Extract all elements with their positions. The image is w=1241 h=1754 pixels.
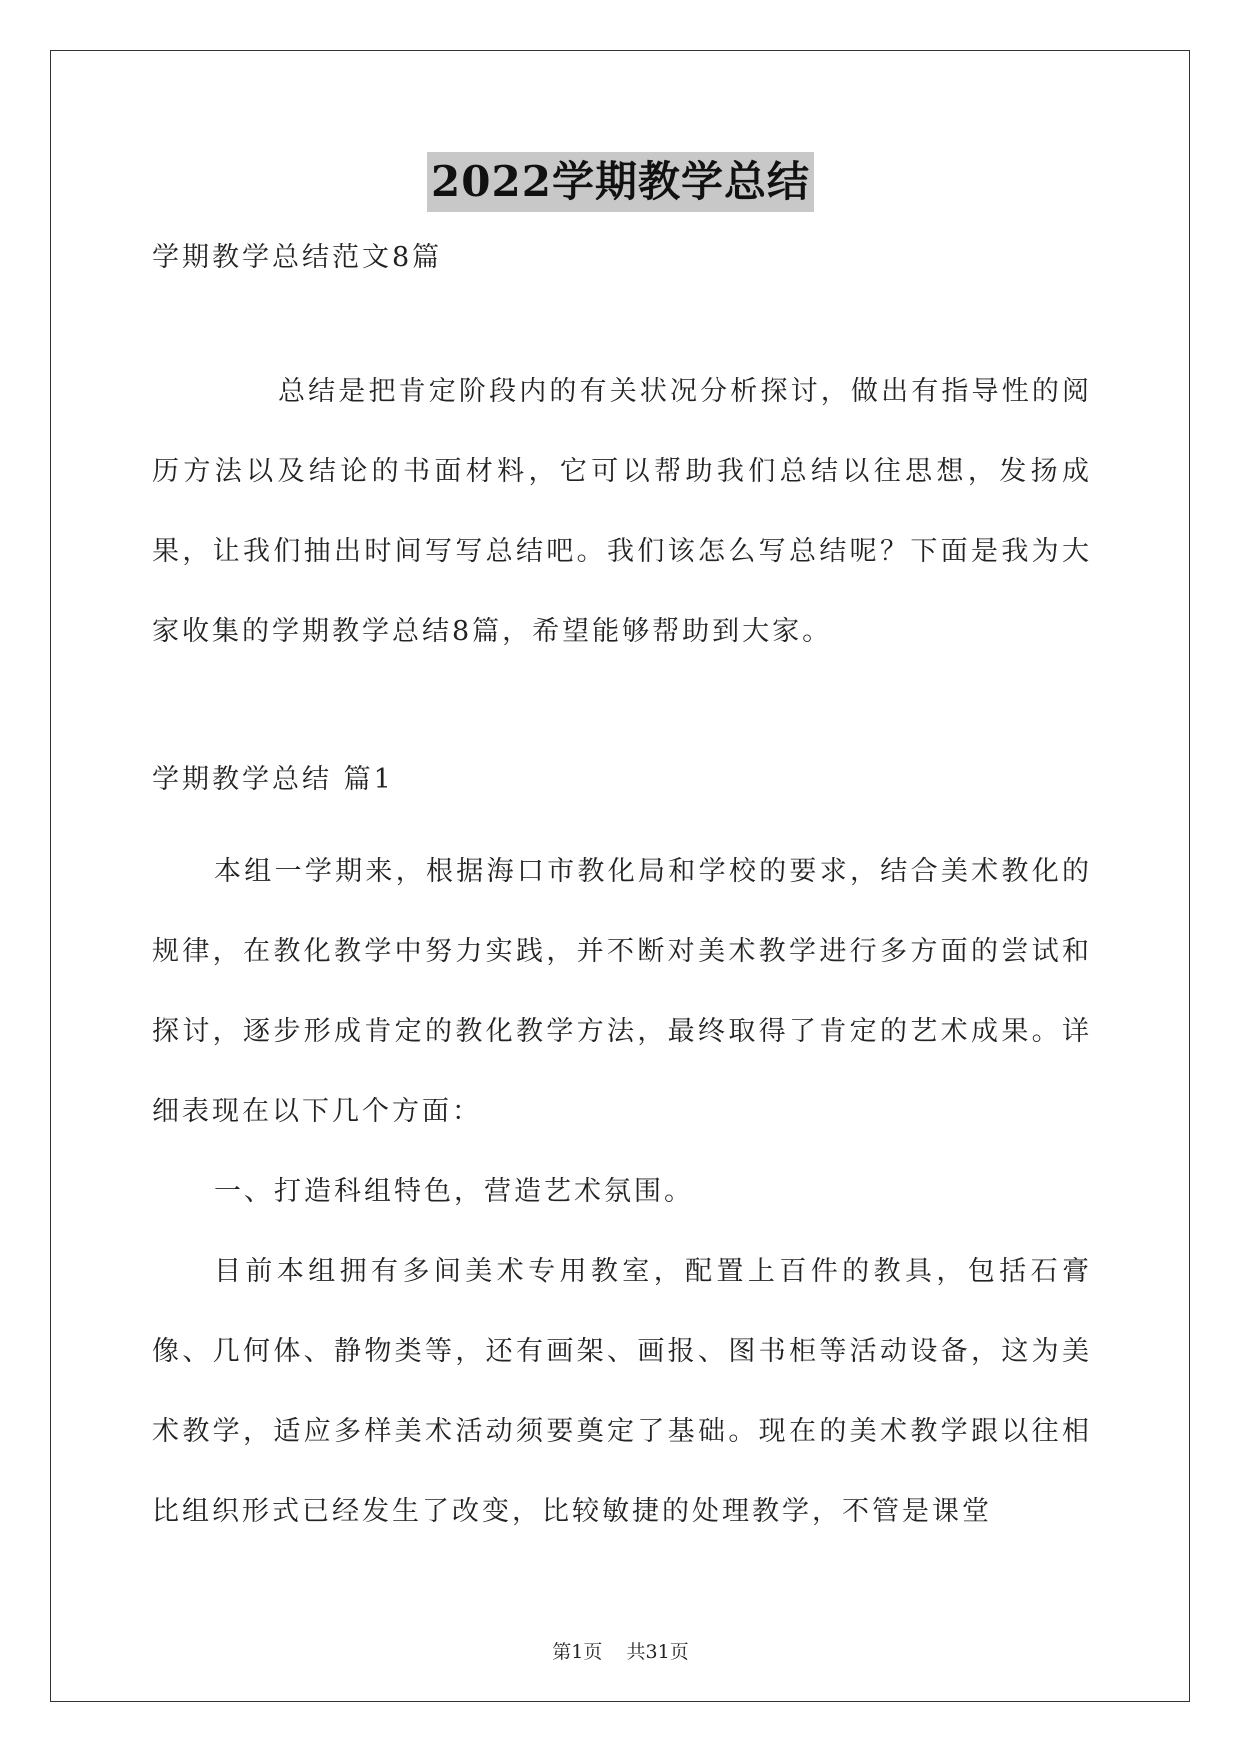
- section-body: [152, 832, 1092, 1552]
- document-title: 2022学期教学总结: [427, 152, 814, 212]
- section-heading: 学期教学总结 篇1: [152, 764, 394, 795]
- body-paragraph: 一、打造科组特色，营造艺术氛围。: [214, 1176, 694, 1207]
- page-footer: [0, 1640, 1241, 1664]
- title-container: [0, 152, 1241, 212]
- intro-paragraph: 总结是把肯定阶段内的有关状况分析探讨，做出有指导性的阅历方法以及结论的书面材料，它可以帮助我们总结以往思想，发扬成果，让我们抽出时间写写总结吧。我们该怎么写总结呢？下面是我为大家收集的学期教学总结8篇，希望能够帮助到大家。: [152, 376, 1092, 647]
- page-total: 共31页: [626, 1641, 689, 1663]
- page-number: 第1页: [552, 1641, 603, 1663]
- body-paragraph: 本组一学期来，根据海口市教化局和学校的要求，结合美术教化的规律，在教化教学中努力实践，并不断对美术教学进行多方面的尝试和探讨，逐步形成肯定的教化教学方法，最终取得了肯定的艺术成果。详细表现在以下几个方面：: [152, 856, 1092, 1127]
- body-paragraph: 目前本组拥有多间美术专用教室，配置上百件的教具，包括石膏像、几何体、静物类等，还有画架、画报、图书柜等活动设备，这为美术教学，适应多样美术活动须要奠定了基础。现在的美术教学跟以往相比组织形式已经发生了改变，比较敏捷的处理教学，不管是课堂: [152, 1256, 1092, 1527]
- document-subtitle: 学期教学总结范文8篇: [152, 242, 443, 273]
